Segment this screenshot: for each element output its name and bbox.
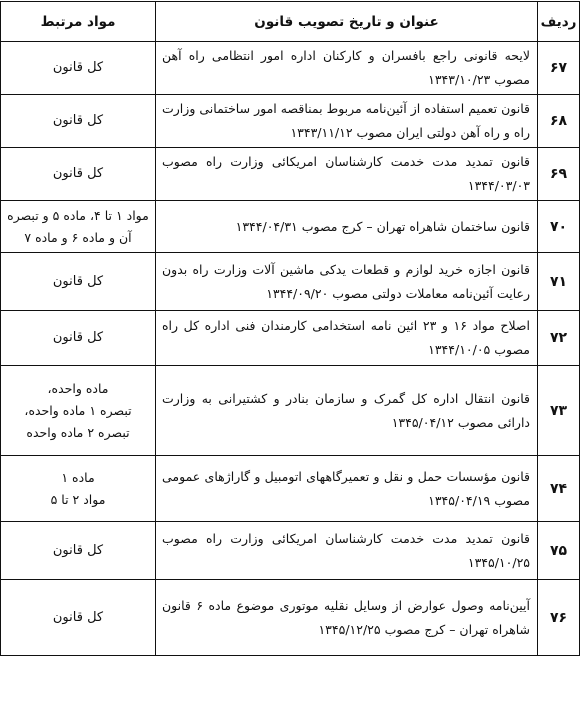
related-articles: [1, 311, 156, 366]
law-title: قانون ساختمان شاهراه تهران – کرج مصوب ۱۳۴۴/۰۴/۳۱: [156, 201, 538, 253]
related-article-line: کل قانون: [52, 542, 104, 558]
related-article-line: تبصره ۲ ماده واحده: [26, 424, 130, 440]
header-title: عنوان و تاریخ تصویب قانون: [156, 2, 538, 42]
related-article-line: مواد ۱ تا ۴، ماده ۵ و تبصره: [7, 207, 149, 223]
table-row: [1, 201, 580, 253]
related-article-line: آن و ماده ۶ و ماده ۷: [24, 229, 132, 245]
related-articles: [1, 366, 156, 456]
row-number: ۷۴: [538, 456, 580, 522]
row-number: ۷۲: [538, 311, 580, 366]
row-number: ۷۶: [538, 580, 580, 656]
header-related: مواد مرتبط: [1, 2, 156, 42]
table-row: [1, 456, 580, 522]
law-title: قانون تمدید مدت خدمت کارشناسان امریکائی وزارت راه مصوب ۱۳۴۴/۰۳/۰۳: [156, 148, 538, 201]
row-number: ۷۳: [538, 366, 580, 456]
table-row: [1, 148, 580, 201]
row-number: ۶۹: [538, 148, 580, 201]
law-title: قانون تمدید مدت خدمت کارشناسان امریکائی وزارت راه مصوب ۱۳۴۵/۱۰/۲۵: [156, 522, 538, 580]
related-article-line: مواد ۲ تا ۵: [50, 491, 106, 507]
related-article-line: کل قانون: [52, 609, 104, 625]
row-number: ۶۸: [538, 95, 580, 148]
law-title: لایحه قانونی راجع بافسران و کارکنان اداره امور انتظامی راه آهن مصوب ۱۳۴۳/۱۰/۲۳: [156, 42, 538, 95]
table-row: [1, 311, 580, 366]
document-page: [1, 1, 580, 699]
table-row: [1, 95, 580, 148]
related-articles: [1, 148, 156, 201]
table-row: [1, 253, 580, 311]
law-title: قانون تعمیم استفاده از آئین‌نامه مربوط بمناقصه امور ساختمانی وزارت راه و راه آهن دولتی ایران مصوب ۱۳۴۳/۱۱/۱۲: [156, 95, 538, 148]
law-title: قانون انتقال اداره کل گمرک و سازمان بنادر و کشتیرانی به وزارت دارائی مصوب ۱۳۴۵/۰۴/۱۲: [156, 366, 538, 456]
related-articles: [1, 201, 156, 253]
related-article-line: ماده واحده،: [47, 380, 109, 396]
related-article-line: کل قانون: [52, 60, 104, 75]
table-row: [1, 366, 580, 456]
related-article-line: ماده ۱: [61, 469, 95, 485]
law-title: اصلاح مواد ۱۶ و ۲۳ ائین نامه استخدامی کارمندان فنی اداره کل راه مصوب ۱۳۴۴/۱۰/۰۵: [156, 311, 538, 366]
related-article-line: تبصره ۱ ماده واحده،: [24, 402, 132, 418]
table-row: [1, 42, 580, 95]
related-article-line: کل قانون: [52, 273, 104, 289]
law-title: آیین‌نامه وصول عوارض از وسایل نقلیه موتوری موضوع ماده ۶ قانون شاهراه تهران – کرج مصوب ۱۳۴۵/۱۲/۲۵: [156, 580, 538, 656]
related-articles: [1, 253, 156, 311]
related-article-line: کل قانون: [52, 330, 104, 345]
law-title: قانون اجازه خرید لوازم و قطعات یدکی ماشین آلات وزارت راه بدون رعایت آئین‌نامه معاملات دولتی مصوب ۱۳۴۴/۰۹/۲۰: [156, 253, 538, 311]
header-row-number: ردیف: [538, 2, 580, 42]
table-header-row: [1, 2, 580, 42]
related-articles: [1, 42, 156, 95]
related-articles: [1, 580, 156, 656]
table-row: [1, 580, 580, 656]
related-article-line: کل قانون: [52, 113, 104, 128]
related-articles: [1, 456, 156, 522]
laws-table: [0, 1, 580, 656]
table-row: [1, 522, 580, 580]
law-title: قانون مؤسسات حمل و نقل و تعمیرگاههای اتومبیل و گاراژهای عمومی مصوب ۱۳۴۵/۰۴/۱۹: [156, 456, 538, 522]
row-number: ۷۱: [538, 253, 580, 311]
related-article-line: کل قانون: [52, 166, 104, 181]
row-number: ۷۵: [538, 522, 580, 580]
related-articles: [1, 522, 156, 580]
row-number: ۷۰: [538, 201, 580, 253]
related-articles: [1, 95, 156, 148]
row-number: ۶۷: [538, 42, 580, 95]
